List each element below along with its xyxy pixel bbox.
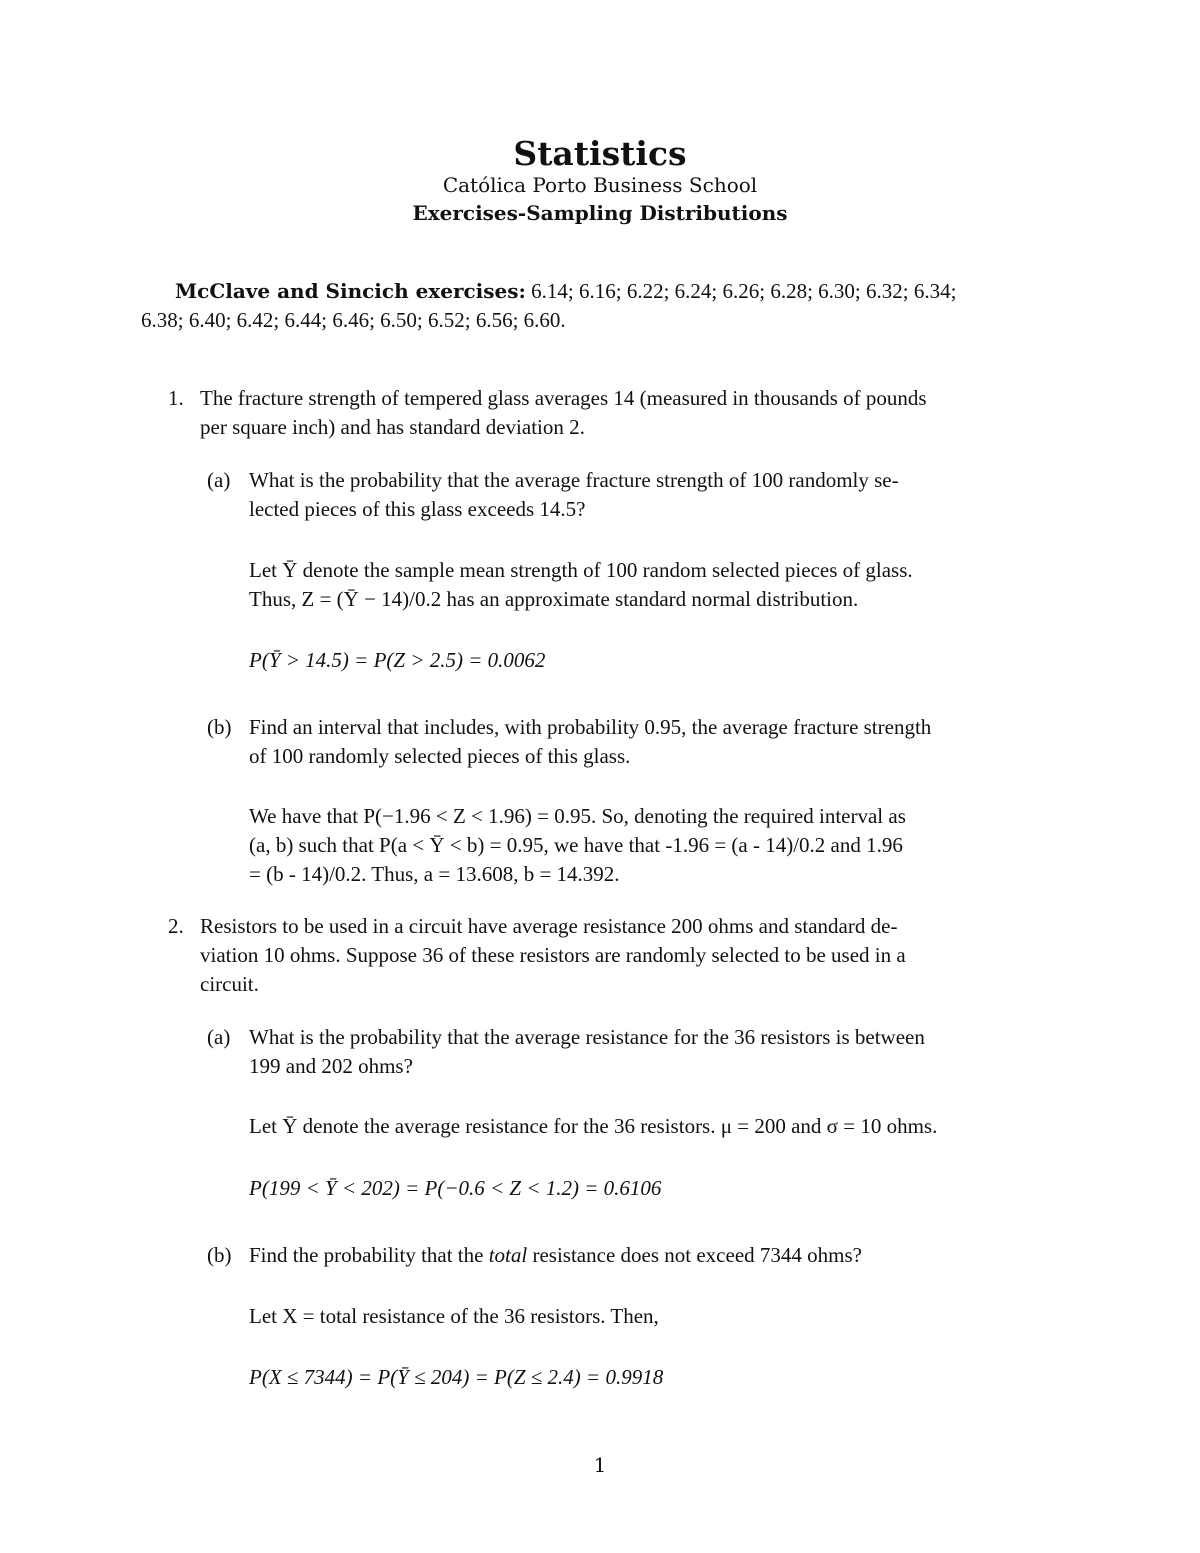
problem-1a-answer-equation: P(Ȳ > 14.5) = P(Z > 2.5) = 0.0062	[249, 648, 546, 672]
problem-1b-label: (b)	[207, 715, 232, 739]
problem-1b-question-line-1: Find an interval that includes, with probability 0.95, the average fracture strength	[249, 715, 932, 739]
problem-2a-answer-equation: P(199 < Ȳ < 202) = P(−0.6 < Z < 1.2) = 0.6106	[249, 1176, 662, 1200]
intro-label: McClave and Sincich exercises:	[175, 279, 526, 303]
problem-1-number: 1.	[168, 386, 184, 410]
page-title: Statistics	[513, 134, 687, 173]
problem-2b-question-pre: Find the probability that the	[249, 1243, 489, 1267]
problem-2b-question-emphasis: total	[488, 1243, 528, 1267]
problem-1b-question-line-2: of 100 randomly selected pieces of this glass.	[249, 744, 631, 768]
problem-1a-label: (a)	[207, 468, 231, 492]
problem-2b-question-post: resistance does not exceed 7344 ohms?	[527, 1243, 862, 1267]
problem-1b-answer-line-2: (a, b) such that P(a < Ȳ < b) = 0.95, we have that -1.96 = (a - 14)/0.2 and 1.96	[249, 833, 903, 857]
problem-2-stem-line-1: Resistors to be used in a circuit have average resistance 200 ohms and standard de-	[200, 914, 898, 938]
problem-2b-answer-line-1: Let X = total resistance of the 36 resistors. Then,	[249, 1304, 659, 1328]
intro-line-1	[175, 277, 1075, 306]
intro-exercises-2: 6.38; 6.40; 6.42; 6.44; 6.46; 6.50; 6.52; 6.56; 6.60.	[141, 308, 566, 332]
problem-2a-question-line-1: What is the probability that the average resistance for the 36 resistors is between	[249, 1025, 925, 1049]
problem-2b-question-line-1	[249, 1241, 862, 1270]
problem-2-number: 2.	[168, 914, 184, 938]
problem-1b-answer-line-3: = (b - 14)/0.2. Thus, a = 13.608, b = 14.392.	[249, 862, 620, 886]
problem-2-stem-line-3: circuit.	[200, 972, 259, 996]
page-subtitle: Exercises-Sampling Distributions	[412, 201, 788, 225]
problem-1a-question-line-2: lected pieces of this glass exceeds 14.5?	[249, 497, 586, 521]
problem-2-stem-line-2: viation 10 ohms. Suppose 36 of these resistors are randomly selected to be used in a	[200, 943, 906, 967]
problem-2a-question-line-2: 199 and 202 ohms?	[249, 1054, 413, 1078]
institution-name: Católica Porto Business School	[442, 173, 758, 197]
problem-1b-answer-line-1: We have that P(−1.96 < Z < 1.96) = 0.95. So, denoting the required interval as	[249, 804, 906, 828]
problem-2a-answer-line-1: Let Ȳ denote the average resistance for the 36 resistors. μ = 200 and σ = 10 ohms.	[249, 1114, 938, 1138]
problem-1a-answer-line-1: Let Ȳ denote the sample mean strength of 100 random selected pieces of glass.	[249, 558, 913, 582]
problem-1a-question-line-1: What is the probability that the average fracture strength of 100 randomly se-	[249, 468, 899, 492]
problem-2b-answer-equation: P(X ≤ 7344) = P(Ȳ ≤ 204) = P(Z ≤ 2.4) = 0.9918	[249, 1365, 664, 1389]
intro-exercises-1: 6.14; 6.16; 6.22; 6.24; 6.26; 6.28; 6.30; 6.32; 6.34;	[525, 279, 957, 303]
problem-2b-label: (b)	[207, 1243, 232, 1267]
problem-1a-answer-line-2: Thus, Z = (Ȳ − 14)/0.2 has an approximate standard normal distribution.	[249, 587, 859, 611]
problem-1-stem-line-1: The fracture strength of tempered glass averages 14 (measured in thousands of pounds	[200, 386, 927, 410]
problem-1-stem-line-2: per square inch) and has standard deviation 2.	[200, 415, 585, 439]
page-number: 1	[593, 1453, 607, 1477]
problem-2a-label: (a)	[207, 1025, 231, 1049]
